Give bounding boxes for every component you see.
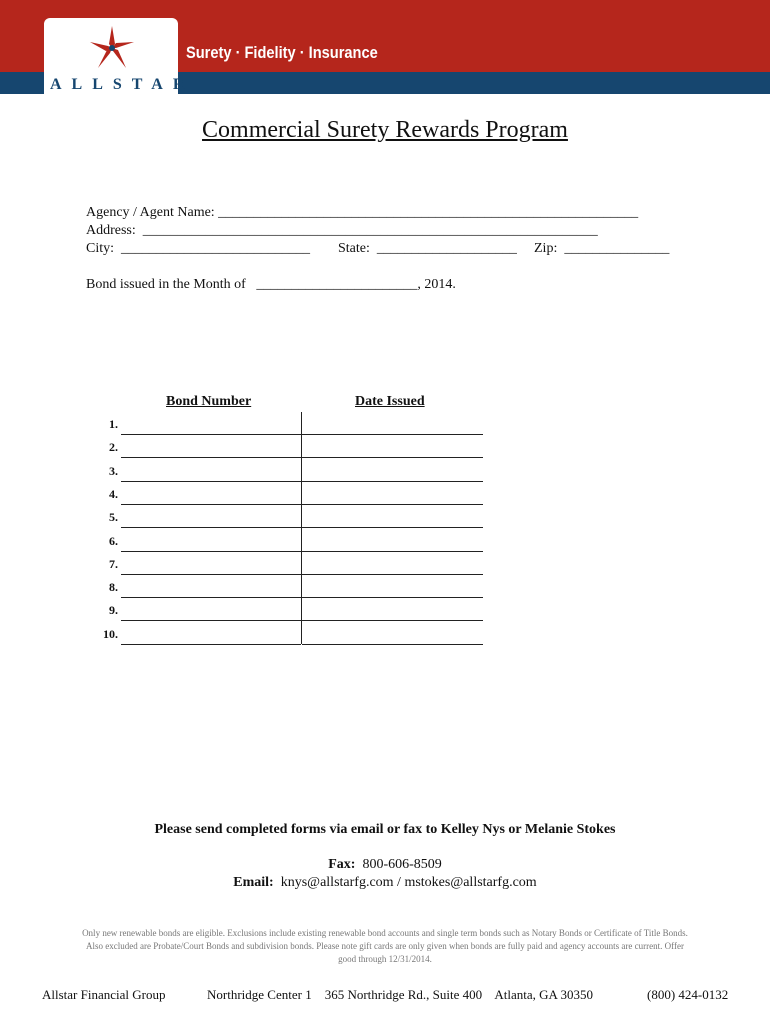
date-issued-input[interactable] — [302, 504, 483, 505]
email-line — [0, 875, 770, 891]
bond-number-input[interactable] — [121, 620, 301, 621]
logo — [44, 18, 195, 98]
date-issued-input[interactable] — [302, 481, 483, 482]
fine-print: Only new renewable bonds are eligible. Exclusions include existing renewable bond accounts and single term bonds such as Notary Bonds or Certificate of Title Bonds. Also excluded are Probate/Court Bonds and subdivision bonds. Please note gift cards are only given when bonds are fully paid and agency accounts are current. Offer good through 12/31/2014. — [82, 928, 688, 964]
bond-month-field[interactable]: Bond issued in the Month of _______________________, 2014. — [86, 277, 456, 292]
date-issued-input[interactable] — [302, 551, 483, 552]
bond-number-input[interactable] — [121, 481, 301, 482]
footer-address: Northridge Center 1 365 Northridge Rd., Suite 400 Atlanta, GA 30350 — [207, 987, 593, 1002]
bond-number-input[interactable] — [121, 597, 301, 598]
row-number: 7. — [109, 556, 118, 571]
agency-field[interactable]: Agency / Agent Name: ____________________________________________________________ — [86, 205, 639, 220]
date-issued-input[interactable] — [302, 597, 483, 598]
row-number: 9. — [109, 603, 118, 618]
city-field[interactable]: City: ___________________________ — [86, 241, 311, 256]
bond-number-input[interactable] — [121, 527, 301, 528]
footer-company: Allstar Financial Group — [42, 987, 166, 1002]
bond-number-input[interactable] — [121, 551, 301, 552]
bond-number-input[interactable] — [121, 574, 301, 575]
header-tagline: Surety · Fidelity · Insurance — [186, 43, 378, 62]
row-number: 8. — [109, 580, 118, 595]
address-field[interactable]: Address: _________________________________________________________________ — [86, 223, 598, 238]
footer-phone: (800) 424-0132 — [647, 987, 729, 1002]
row-number: 1. — [109, 417, 118, 431]
bond-number-input[interactable] — [121, 644, 301, 645]
date-issued-header: Date Issued — [355, 394, 425, 409]
logo-wordmark: ALLSTAR — [50, 76, 195, 93]
bond-number-input[interactable] — [121, 457, 301, 458]
zip-field[interactable]: Zip: _______________ — [534, 241, 670, 256]
date-issued-input[interactable] — [302, 457, 483, 458]
row-number: 4. — [109, 486, 118, 501]
row-number: 3. — [109, 463, 118, 478]
date-issued-input[interactable] — [302, 527, 483, 528]
row-number: 6. — [109, 533, 118, 548]
email-label: Email: — [233, 875, 274, 890]
fax-number: 800-606-8509 — [362, 857, 442, 872]
fax-line — [0, 857, 770, 873]
row-number: 2. — [109, 440, 118, 455]
row-number: 5. — [109, 510, 118, 525]
bond-number-input[interactable] — [121, 504, 301, 505]
send-instructions: Please send completed forms via email or fax to Kelley Nys or Melanie Stokes — [154, 822, 616, 837]
bond-number-header: Bond Number — [166, 394, 252, 409]
date-issued-input[interactable] — [302, 620, 483, 621]
star-icon — [88, 24, 136, 72]
page-title: Commercial Surety Rewards Program — [202, 117, 568, 143]
date-issued-input[interactable] — [302, 434, 483, 435]
state-field[interactable]: State: ____________________ — [338, 241, 517, 256]
email-address[interactable]: knys@allstarfg.com / mstokes@allstarfg.com — [280, 875, 537, 890]
date-issued-input[interactable] — [302, 644, 483, 645]
bond-number-input[interactable] — [121, 434, 301, 435]
fax-label: Fax: — [328, 857, 356, 872]
row-number: 10. — [103, 626, 118, 641]
date-issued-input[interactable] — [302, 574, 483, 575]
